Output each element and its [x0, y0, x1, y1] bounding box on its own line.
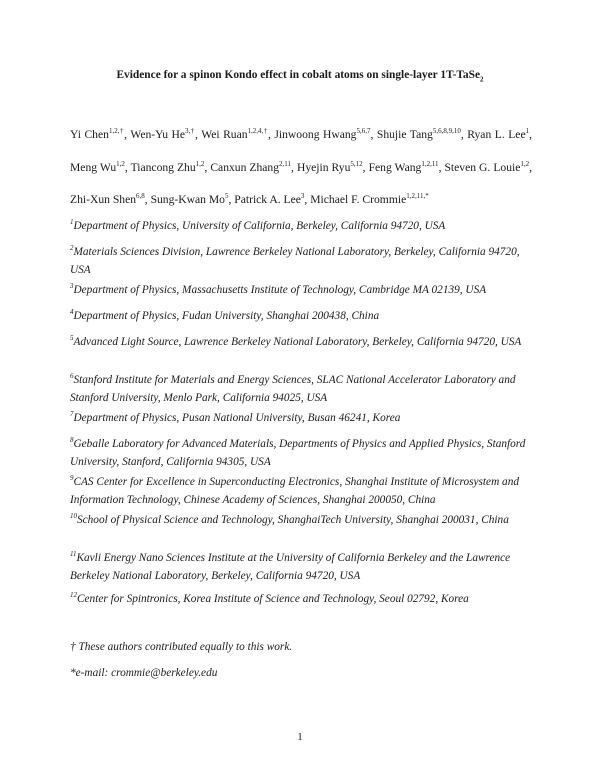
- affiliation-number: 12: [70, 591, 77, 599]
- affiliation: [70, 590, 532, 608]
- author-name: Ryan L. Lee: [467, 128, 526, 141]
- affiliation: [70, 511, 532, 529]
- author-affiliation-marker: 3,†: [185, 127, 195, 135]
- author-name: Shujie Tang: [376, 128, 433, 141]
- affiliation-number: 8: [70, 436, 74, 444]
- affiliation: [70, 307, 532, 325]
- affiliation-text: Department of Physics, University of California, Berkeley, California 94720, USA: [73, 220, 446, 232]
- author-name: Steven G. Louie: [444, 160, 521, 174]
- author-name: Michael F. Crommie: [310, 193, 407, 206]
- author-name: Yi Chen: [70, 128, 109, 141]
- affiliation-number: 5: [70, 334, 74, 342]
- affiliation-number: 7: [70, 410, 74, 418]
- affiliation-number: 10: [70, 512, 77, 520]
- author-affiliation-marker: 1,2: [195, 159, 205, 168]
- author-affiliation-marker: 1,2,11,*: [406, 192, 429, 200]
- affiliation: [70, 333, 532, 351]
- affiliation-number: 6: [70, 372, 74, 380]
- author-name: Feng Wang: [368, 160, 422, 174]
- author-affiliation-marker: 1: [525, 127, 530, 135]
- affiliation-number: 2: [70, 244, 74, 252]
- affiliation: [70, 243, 532, 279]
- affiliation: [70, 281, 532, 299]
- affiliation-text: Stanford Institute for Materials and Energy Sciences, SLAC National Accelerator Laboratory and Stanford University, Menlo Park, California 94025, USA: [70, 374, 516, 404]
- affiliation-number: 11: [70, 550, 77, 558]
- author-list: Yi Chen$^{1,2,\dagger}$, Wen-Yu $He^{3,\dagger}$, Wei Ruan$^{1,2,4,\dagger}$, Jinwoong Hwang$^{5,6,7}$, Shujie Tang$^{5,6,8,9,10}$, Ryan L. Lee$^1$, Meng Wu$^{1,2}$, Tiancong Zhu$^{1,2}$, Canxun Zhang$^{2,11}$, Hyejin Ryu$^{5,12}$, Feng Wang$^{1,2,11}$, Steven G. Louie$^{1,2}$, Zhi-Xun Shen$^{6,8}$, Sung-Kwan Mo$^5$, Patrick A. Lee$^3$, Michael F. Crommie$^{1,2,11,*}$: [70, 127, 533, 206]
- affiliation: [70, 409, 532, 427]
- affiliation-text: CAS Center for Excellence in Superconducting Electronics, Shanghai Institute of Microsystem and Information Technology, Chinese Academy of Sciences, Shanghai 200050, China: [70, 476, 520, 506]
- affiliation: [70, 435, 532, 471]
- affiliation-text: Center for Spintronics, Korea Institute of Science and Technology, Seoul 02792, Korea: [77, 593, 469, 605]
- author-affiliation-marker: 5,6,7: [356, 127, 371, 135]
- author-affiliation-marker: 1,2,11: [421, 159, 439, 168]
- affiliation-text: Advanced Light Source, Lawrence Berkeley National Laboratory, Berkeley, California 94720, USA: [73, 336, 522, 348]
- author-name: Tiancong Zhu: [130, 160, 196, 174]
- author-name: Canxun Zhang: [210, 160, 280, 174]
- author-affiliation-marker: 1,2,†: [108, 127, 125, 135]
- affiliation-text: Department of Physics, Fudan University, Shanghai 200438, China: [73, 310, 380, 322]
- affiliation-text: Department of Physics, Massachusetts Institute of Technology, Cambridge MA 02139, USA: [73, 284, 487, 296]
- affiliation-text: Kavli Energy Nano Sciences Institute at the University of California Berkeley and the Lawrence Berkeley National Laboratory, Berkeley, California 94720, USA: [70, 552, 511, 582]
- author-affiliation-marker: 3: [300, 192, 305, 200]
- author-name: Patrick A. Lee: [234, 193, 301, 206]
- author-name: Zhi-Xun Shen: [70, 193, 137, 206]
- author-name: Jinwoong Hwang: [274, 128, 357, 141]
- equal-contribution-note: † These authors contributed equally to this work.: [70, 641, 293, 653]
- author-affiliation-marker: 5,12: [350, 159, 363, 168]
- affiliation-text: Materials Sciences Division, Lawrence Berkeley National Laboratory, Berkeley, California 94720, USA: [70, 246, 520, 276]
- author-name: Hyejin Ryu: [296, 160, 351, 174]
- author-affiliation-marker: 1,2: [116, 159, 125, 168]
- page-number: 1: [297, 731, 303, 743]
- affiliation: [70, 473, 532, 509]
- affiliation-number: 9: [70, 474, 74, 482]
- affiliation: [70, 549, 532, 585]
- affiliation: [70, 371, 532, 407]
- author-name: Sung-Kwan Mo: [150, 193, 225, 206]
- affiliation-text: Geballe Laboratory for Advanced Materials, Departments of Physics and Applied Physics, Stanford University, Stanford, California 94305, USA: [70, 438, 526, 468]
- affiliation: [70, 217, 532, 235]
- affiliation-text: Department of Physics, Pusan National University, Busan 46241, Korea: [73, 412, 401, 424]
- paper-title: Evidence for a spinon Kondo effect in cobalt atoms on single-layer 1T-TaSe$_2$: [116, 69, 484, 84]
- author-affiliation-marker: 1,2: [520, 159, 530, 168]
- author-affiliation-marker: 5,6,8,9,10: [432, 127, 461, 135]
- corresponding-email: *e-mail: crommie@berkeley.edu: [70, 667, 218, 679]
- author-affiliation-marker: 2,11: [279, 159, 292, 168]
- affiliation-number: 3: [70, 282, 74, 290]
- affiliation-number: 4: [70, 308, 74, 316]
- affiliation-number: 1: [70, 218, 74, 226]
- author-name: Wei Ruan: [201, 128, 248, 141]
- author-name: Meng Wu: [70, 160, 117, 174]
- author-affiliation-marker: 6,8: [136, 192, 145, 200]
- affiliation-text: School of Physical Science and Technology, ShanghaiTech University, Shanghai 200031, China: [77, 514, 509, 526]
- author-affiliation-marker: 5: [224, 192, 229, 200]
- author-name: Wen-Yu He: [130, 128, 186, 141]
- author-affiliation-marker: 1,2,4,†: [247, 127, 268, 135]
